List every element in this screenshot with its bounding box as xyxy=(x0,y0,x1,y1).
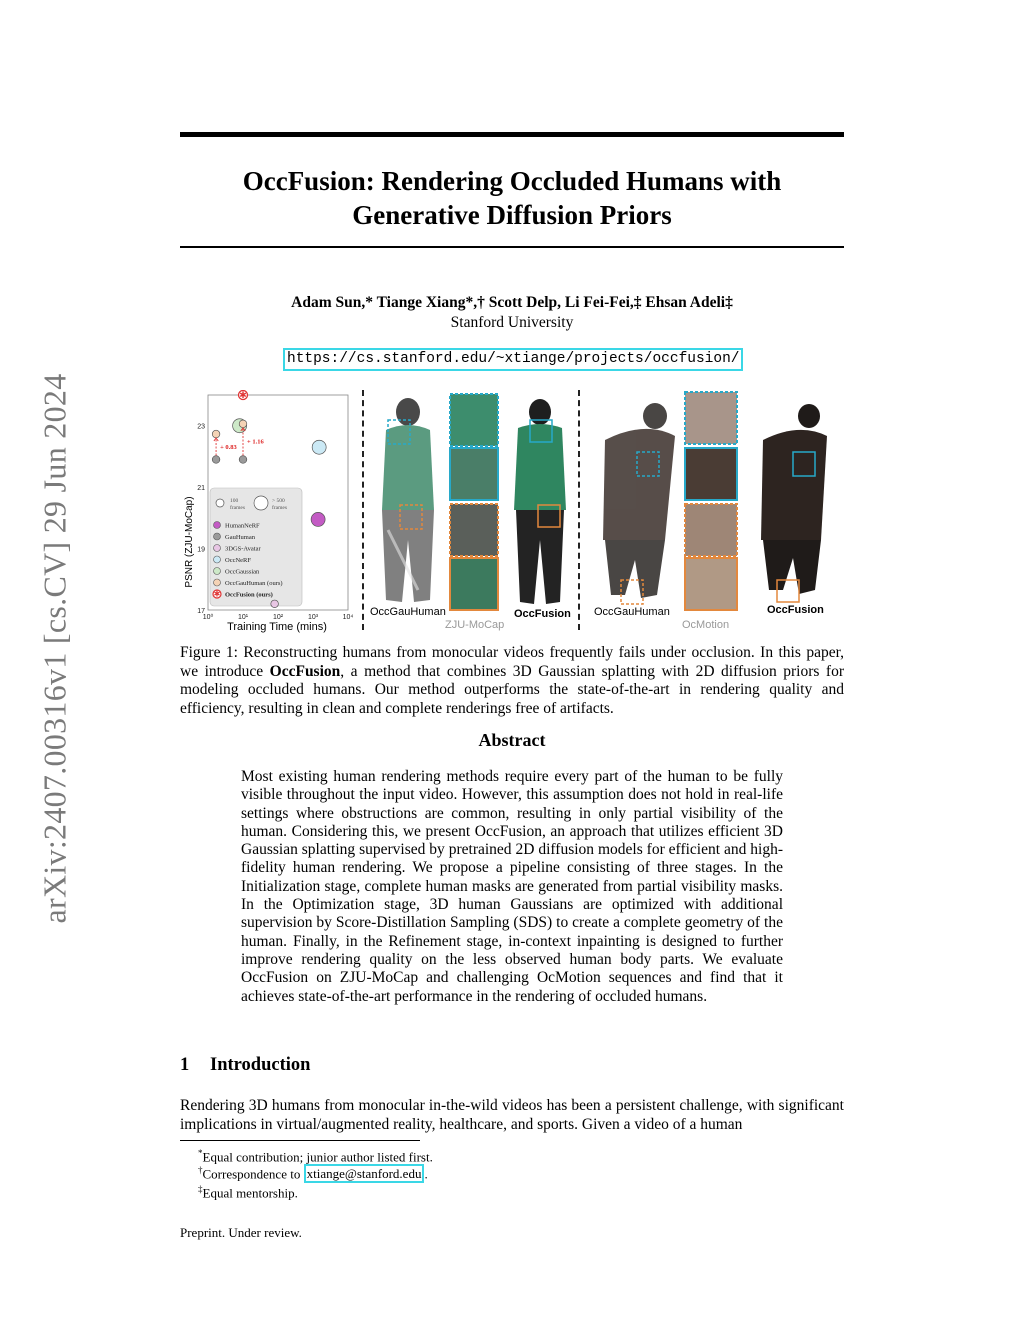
occgauhuman-zju-render xyxy=(382,398,434,602)
footnote-3-mark: ‡ xyxy=(198,1184,203,1194)
title-line-1: OccFusion: Rendering Occluded Humans with xyxy=(242,166,782,196)
label-oc-occfusion: OccFusion xyxy=(767,604,824,616)
title-top-rule xyxy=(180,132,844,137)
chart-ytick: 23 xyxy=(197,423,205,431)
label-zju-occfusion: OccFusion xyxy=(514,608,571,620)
introduction-text: Rendering 3D humans from monocular in-the-wild videos has been a persistent challenge, with significant implications in virtual/augmented reality, healthcare, and sports. Given a video of a human xyxy=(180,1097,844,1133)
legend-size-label: > 500 xyxy=(272,498,285,504)
footnote-2 xyxy=(198,1162,428,1182)
footnote-3 xyxy=(198,1181,298,1201)
psnr-vs-time-chart xyxy=(180,390,356,635)
footnote-2-text: Correspondence to xyxy=(202,1166,304,1182)
chart-xlabel: Training Time (mins) xyxy=(227,621,327,633)
project-url-link[interactable]: https://cs.stanford.edu/~xtiange/projects/occfusion/ xyxy=(283,348,743,371)
legend-entry: OccFusion (ours) xyxy=(225,591,273,599)
section-heading-introduction xyxy=(180,1055,310,1076)
legend-entry: OccGaussian xyxy=(225,568,260,576)
chart-point xyxy=(271,600,279,608)
chart-ytick: 17 xyxy=(197,608,205,615)
legend-entry: OccGauHuman (ours) xyxy=(225,579,283,587)
legend-marker xyxy=(214,533,221,540)
legend-marker xyxy=(214,568,221,575)
section-number: 1 xyxy=(180,1055,190,1075)
oc-zoom-2 xyxy=(685,448,737,500)
ocmotion-renderings xyxy=(585,390,844,615)
legend-marker xyxy=(214,579,221,586)
footnote-2-mark: † xyxy=(198,1165,203,1175)
chart-annotation: + 1.16 xyxy=(247,438,264,446)
legend-entry: 3DGS-Avatar xyxy=(225,545,261,553)
abstract-body: Most existing human rendering methods require every part of the human to be fully visible throughout the input video. However, this assumption does not hold in real-life settings where obstructions are common, resulting in only partial visibility of the human. Considering this, we present OccFusion, an approach that utilizes efficient 3D Gaussian splatting supervised by pretrained 2D diffusion models for efficient and high-fidelity human rendering. We propose a pipeline consisting of three stages. In the Initialization stage, complete human masks are generated from partial visibility masks. In the Optimization stage, 3D human Gaussians are optimized with additional supervision by Score-Distillation Sampling (SDS) to create a complete geometry of the human. Finally, in the Refinement stage, in-context inpainting is designed to further improve rendering quality on the less observed human body parts. We evaluate OccFusion on ZJU-MoCap and challenging OcMotion sequences and find that it achieves state-of-the-art performance in the rendering of occluded humans. xyxy=(241,768,783,1005)
oc-zoom-3 xyxy=(685,504,737,556)
legend-size-label: frames xyxy=(272,505,287,511)
chart-xtick: 10² xyxy=(272,614,284,621)
legend-entry: HumanNeRF xyxy=(225,522,260,530)
figure-1-caption xyxy=(180,644,844,718)
chart-point xyxy=(239,456,247,464)
chart-point-star: ✱ xyxy=(239,390,247,400)
chart-point xyxy=(212,456,220,464)
correspondence-email-link[interactable]: xtiange@stanford.edu xyxy=(304,1164,425,1183)
legend-size-large xyxy=(254,496,268,510)
figure-separator-1 xyxy=(362,390,364,630)
footnote-2-end: . xyxy=(424,1166,428,1182)
footnote-1-text: Equal contribution; junior author listed first. xyxy=(202,1149,433,1165)
caption-text-a: Reconstructing humans from monocular videos frequently fails under occlusion. In this paper, we introduce xyxy=(180,644,845,680)
chart-point xyxy=(212,430,220,438)
affiliation: Stanford University xyxy=(450,314,574,331)
chart-point xyxy=(312,440,326,454)
legend-marker-star: ✱ xyxy=(213,589,221,599)
chart-annotation: + 0.83 xyxy=(220,443,237,451)
title-line-2: Generative Diffusion Priors xyxy=(352,200,672,230)
author-list: Adam Sun,* Tiange Xiang*,† Scott Delp, Li Fei-Fei,‡ Ehsan Adeli‡ xyxy=(291,294,733,311)
oc-zoom-4 xyxy=(685,558,737,610)
chart-xtick: 10⁴ xyxy=(342,614,354,621)
arxiv-side-stamp: arXiv:2407.00316v1 [cs.CV] 29 Jun 2024 xyxy=(36,373,73,924)
chart-point xyxy=(239,420,247,428)
zju-zoom-1 xyxy=(450,394,498,446)
oc-zoom-1 xyxy=(685,392,737,444)
chart-ytick: 19 xyxy=(197,546,205,554)
chart-ytick: 21 xyxy=(197,485,205,493)
caption-label: Figure 1: xyxy=(180,644,238,661)
occgauhuman-ocmotion-render xyxy=(603,403,675,598)
legend-marker xyxy=(214,556,221,563)
zju-zoom-4 xyxy=(450,558,498,610)
chart-xtick: 10⁰ xyxy=(202,614,214,621)
abstract-heading: Abstract xyxy=(478,730,546,750)
footnote-1-mark: * xyxy=(198,1148,203,1158)
zju-mocap-renderings xyxy=(368,390,573,615)
caption-bold: OccFusion xyxy=(269,662,341,680)
label-oc-occgauhuman: OccGauHuman xyxy=(594,606,670,618)
chart-xtick: 10¹ xyxy=(237,614,249,621)
chart-xtick: 10³ xyxy=(307,614,319,621)
figure-1 xyxy=(180,390,844,635)
occfusion-ocmotion-render xyxy=(761,404,827,594)
preprint-note: Preprint. Under review. xyxy=(180,1225,302,1240)
label-zju-dataset: ZJU-MoCap xyxy=(445,619,505,631)
label-zju-occgauhuman: OccGauHuman xyxy=(370,606,446,618)
legend-entry: OccNeRF xyxy=(225,556,251,564)
legend-marker xyxy=(214,545,221,552)
label-oc-dataset: OcMotion xyxy=(682,619,730,631)
caption-text-b: , a method that combines 3D Gaussian splatting with 2D diffusion priors for modeling occluded humans. Our method outperforms the state-of-the-art in rendering quality and efficiency, resulting in clean and complete renderings free of artifacts. xyxy=(180,662,844,717)
legend-size-label: 100 xyxy=(230,498,239,504)
footnote-rule xyxy=(180,1140,420,1141)
chart-ylabel: PSNR (ZJU-MoCap) xyxy=(184,496,195,588)
title-bottom-rule xyxy=(180,246,844,248)
legend-size-label: frames xyxy=(230,505,245,511)
legend-entry: GauHuman xyxy=(225,533,255,541)
legend-size-small xyxy=(216,499,224,507)
figure-separator-2 xyxy=(578,390,580,630)
zju-zoom-2 xyxy=(450,448,498,500)
chart-point xyxy=(311,512,325,526)
occfusion-zju-render xyxy=(514,399,566,604)
zju-zoom-3 xyxy=(450,504,498,556)
footnote-3-text: Equal mentorship. xyxy=(202,1185,298,1201)
legend-marker xyxy=(214,522,221,529)
section-title: Introduction xyxy=(210,1055,311,1075)
paper-title xyxy=(180,164,844,232)
